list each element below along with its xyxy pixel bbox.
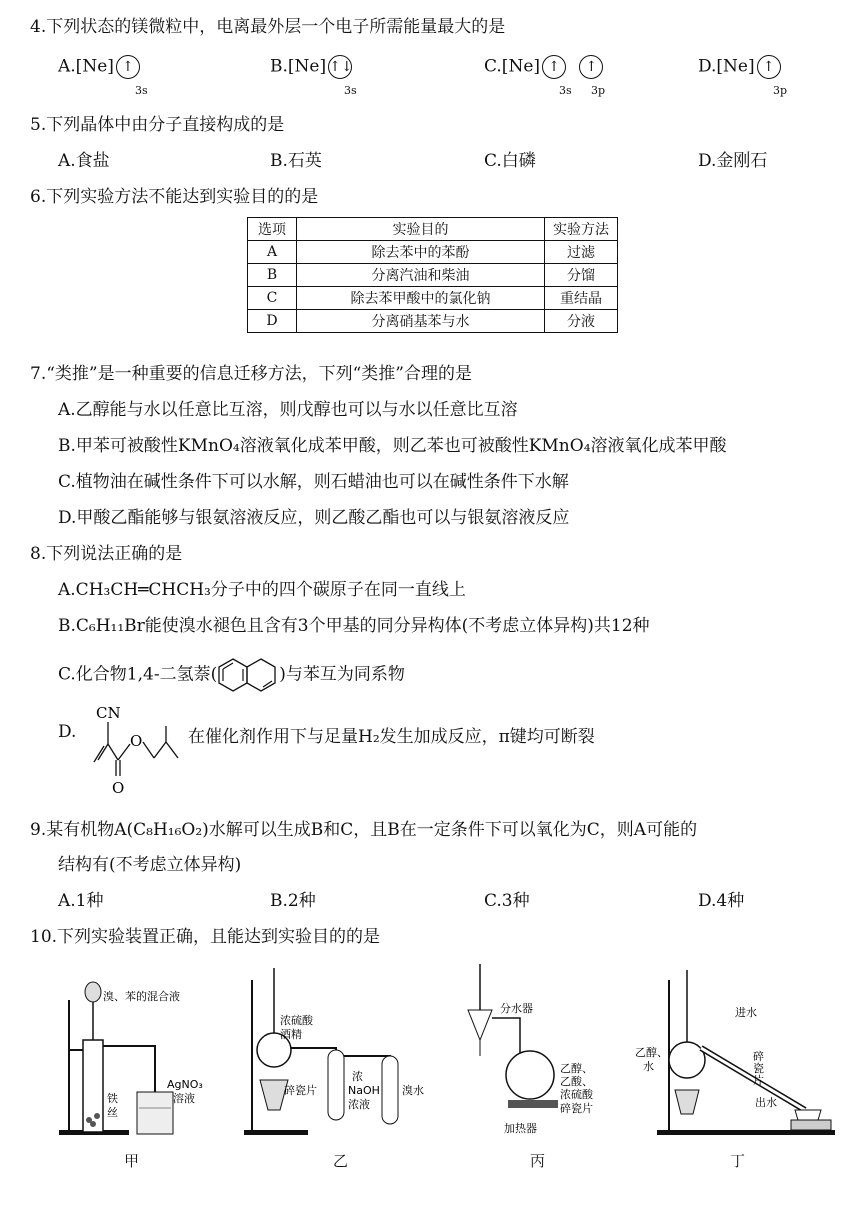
ding-label-2: 乙醇、 <box>635 1046 668 1059</box>
table-row <box>248 241 618 264</box>
figure-caption-ding: 丁 <box>730 1152 746 1170</box>
q5-option-b[interactable]: B.石英 <box>270 151 322 171</box>
table-header: 选项 <box>248 218 297 241</box>
ding-label-5: 瓷 <box>753 1062 764 1075</box>
q9-stem-2: 结构有(不考虑立体异构) <box>58 855 242 875</box>
q4-option-b[interactable] <box>270 55 352 79</box>
yi-label-1: 浓硫酸 <box>280 1014 313 1027</box>
q5-option-c[interactable]: C.白磷 <box>484 151 536 171</box>
q5-option-a[interactable]: A.食盐 <box>58 151 110 171</box>
q9-option-d[interactable]: D.4种 <box>698 891 745 911</box>
orbital-label: 3s <box>559 84 572 97</box>
up-arrow-icon: ↑ <box>116 55 140 79</box>
table-cell: 重结晶 <box>545 287 618 310</box>
figure-caption-bing: 丙 <box>530 1152 546 1170</box>
option-text: D. <box>58 722 77 742</box>
table-cell: 分馏 <box>545 264 618 287</box>
bing-label-2: 乙醇、 <box>560 1062 593 1075</box>
ding-label-3: 水 <box>643 1060 654 1073</box>
bing-label-5: 碎瓷片 <box>560 1102 593 1115</box>
orbital-label: 3s <box>344 84 357 97</box>
table-cell: 除去苯甲酸中的氯化钠 <box>297 287 545 310</box>
jia-label-2: 铁 <box>107 1092 118 1105</box>
bing-label-3: 乙酸、 <box>560 1075 593 1088</box>
option-label: D.[Ne] <box>698 56 755 77</box>
figure-caption-yi: 乙 <box>333 1152 349 1170</box>
ding-label-1: 进水 <box>735 1006 757 1019</box>
q10-stem: 10.下列实验装置正确，且能达到实验目的的是 <box>30 927 381 947</box>
table-cell: B <box>248 264 297 287</box>
yi-label-2: 酒精 <box>280 1028 302 1041</box>
apparatus-bing <box>460 960 630 1140</box>
yi-label-3: 碎瓷片 <box>284 1084 317 1097</box>
ester-o-label: O <box>130 732 143 750</box>
table-header: 实验方法 <box>545 218 618 241</box>
table-cell: C <box>248 287 297 310</box>
yi-label-5: NaOH <box>348 1084 380 1097</box>
table-header: 实验目的 <box>297 218 545 241</box>
yi-label-7: 溴水 <box>402 1084 424 1097</box>
table-cell: 分离硝基苯与水 <box>297 310 545 333</box>
q7-option-a[interactable]: A.乙醇能与水以任意比互溶，则戊醇也可以与水以任意比互溶 <box>58 400 518 420</box>
ding-label-6: 片 <box>753 1074 764 1087</box>
jia-label-1: 溴、苯的混合液 <box>103 990 180 1003</box>
table-cell: 分离汽油和柴油 <box>297 264 545 287</box>
q9-option-c[interactable]: C.3种 <box>484 891 530 911</box>
bing-label-1: 分水器 <box>500 1002 533 1015</box>
apparatus-ding <box>635 960 835 1140</box>
q9-option-a[interactable]: A.1种 <box>58 891 104 911</box>
apparatus-jia <box>55 960 215 1140</box>
paired-arrows-icon: ↑↓ <box>328 55 352 79</box>
jia-label-3: 丝 <box>107 1106 118 1119</box>
option-text: C.化合物1,4-二氢萘( <box>58 664 218 685</box>
ding-label-4: 碎 <box>753 1050 764 1063</box>
q4-option-c[interactable] <box>484 55 603 79</box>
q8-stem: 8.下列说法正确的是 <box>30 544 183 564</box>
q4-stem: 4.下列状态的镁微粒中，电离最外层一个电子所需能量最大的是 <box>30 17 506 37</box>
q8-option-b[interactable]: B.C₆H₁₁Br能使溴水褪色且含有3个甲基的同分异构体(不考虑立体异构)共12种 <box>58 616 650 636</box>
q7-option-c[interactable]: C.植物油在碱性条件下可以水解，则石蜡油也可以在碱性条件下水解 <box>58 472 569 492</box>
jia-label-5: 溶液 <box>173 1092 195 1105</box>
option-label: C.[Ne] <box>484 56 541 77</box>
q9-option-b[interactable]: B.2种 <box>270 891 316 911</box>
table-cell: 过滤 <box>545 241 618 264</box>
q4-option-a[interactable] <box>58 55 140 79</box>
q8-option-d-text: 在催化剂作用下与足量H₂发生加成反应，π键均可断裂 <box>188 727 595 747</box>
bing-label-4: 浓硫酸 <box>560 1088 593 1101</box>
q7-option-d[interactable]: D.甲酸乙酯能够与银氨溶液反应，则乙酸乙酯也可以与银氨溶液反应 <box>58 508 570 528</box>
table-cell: 除去苯中的苯酚 <box>297 241 545 264</box>
q8-option-a[interactable]: A.CH₃CH═CHCH₃分子中的四个碳原子在同一直线上 <box>58 580 466 600</box>
option-text: )与苯互为同系物 <box>279 664 405 685</box>
apparatus-yi <box>240 960 440 1140</box>
orbital-label: 3p <box>591 84 606 97</box>
up-arrow-icon: ↑ <box>579 55 603 79</box>
q8-option-c[interactable] <box>58 657 405 693</box>
q4-option-d[interactable] <box>698 55 781 79</box>
q9-stem: 9.某有机物A(C₈H₁₆O₂)水解可以生成B和C，且B在一定条件下可以氧化为C，则A可能的 <box>30 820 698 840</box>
q6-stem: 6.下列实验方法不能达到实验目的的是 <box>30 187 319 207</box>
q7-option-b[interactable]: B.甲苯可被酸性KMnO₄溶液氧化成苯甲酸，则乙苯也可被酸性KMnO₄溶液氧化成苯甲酸 <box>58 436 727 456</box>
up-arrow-icon: ↑ <box>542 55 566 79</box>
option-label: B.[Ne] <box>270 56 327 77</box>
orbital-label: 3s <box>135 84 148 97</box>
table-header-row <box>248 218 618 241</box>
orbital-label: 3p <box>773 84 788 97</box>
q7-stem: 7.“类推”是一种重要的信息迁移方法，下列“类推”合理的是 <box>30 364 472 384</box>
table-cell: D <box>248 310 297 333</box>
carbonyl-o-label: O <box>112 779 125 796</box>
table-row <box>248 310 618 333</box>
option-label: A.[Ne] <box>58 56 114 77</box>
bing-label-6: 加热器 <box>504 1122 537 1135</box>
figure-caption-jia: 甲 <box>124 1152 140 1170</box>
yi-label-6: 浓液 <box>348 1098 370 1111</box>
table-cell: 分液 <box>545 310 618 333</box>
q5-option-d[interactable]: D.金刚石 <box>698 151 768 171</box>
q8-option-d[interactable] <box>58 722 76 742</box>
q6-table <box>247 217 618 333</box>
ding-label-7: 出水 <box>755 1096 777 1109</box>
table-cell: A <box>248 241 297 264</box>
yi-label-4: 浓 <box>352 1070 363 1083</box>
dihydronaphthalene-structure <box>217 657 279 693</box>
cn-label: CN <box>96 704 121 722</box>
cyanoacrylate-structure <box>86 700 196 796</box>
table-row <box>248 264 618 287</box>
jia-label-4: AgNO₃ <box>167 1078 203 1091</box>
table-row <box>248 287 618 310</box>
up-arrow-icon: ↑ <box>757 55 781 79</box>
q5-stem: 5.下列晶体中由分子直接构成的是 <box>30 115 285 135</box>
